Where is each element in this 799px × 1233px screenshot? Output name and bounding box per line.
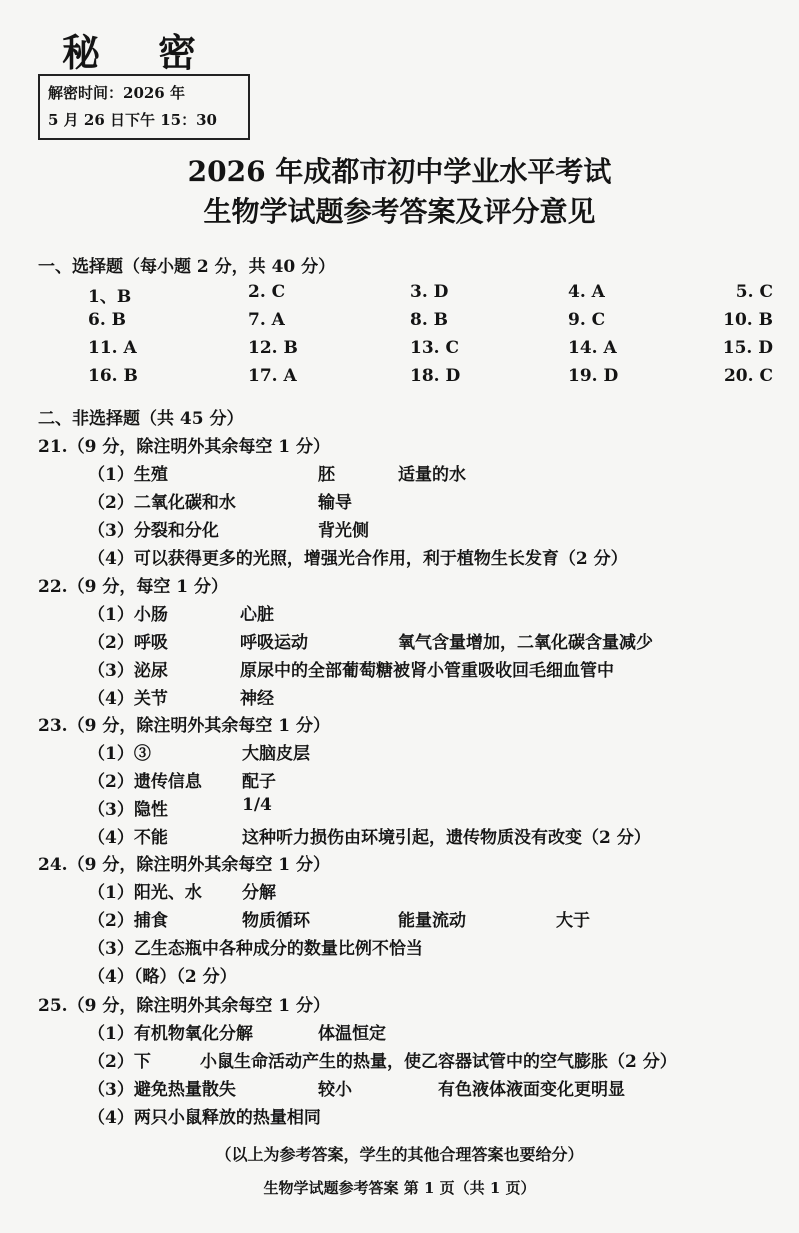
mc-answer: 11. A	[88, 338, 137, 358]
part2-heading: 二、非选择题（共 45 分）	[38, 409, 244, 429]
mc-answer: 8. B	[410, 310, 449, 330]
question-22-heading: 22.（9 分，每空 1 分）	[38, 577, 228, 597]
answer-q25-line2-part2: 小鼠生命活动产生的热量，使乙容器试管中的空气膨胀（2 分）	[200, 1052, 677, 1072]
answer-q23-line3-part2: 1/4	[242, 795, 272, 815]
question-25-heading: 25.（9 分，除注明外其余每空 1 分）	[38, 996, 330, 1016]
mc-answer: 19. D	[568, 366, 619, 386]
mc-answer: 18. D	[410, 366, 461, 386]
stamp-line-1: 解密时间：2026 年	[48, 84, 185, 102]
answer-q22-line2-part3: 氧气含量增加，二氧化碳含量减少	[398, 633, 653, 653]
answer-q23-line1-part1: （1）③	[88, 744, 151, 764]
declassify-time-box	[38, 74, 250, 140]
answer-q24-line2-part3: 能量流动	[398, 911, 466, 931]
answer-q25-line2-part1: （2）下	[88, 1052, 151, 1072]
mc-answer: 14. A	[568, 338, 617, 358]
answer-q23-line1-part2: 大脑皮层	[242, 744, 310, 764]
answer-q22-line2-part2: 呼吸运动	[240, 633, 308, 653]
mc-answer: 12. B	[248, 338, 298, 358]
stamp-line-2: 5 月 26 日下午 15：30	[48, 111, 217, 129]
mc-answer: 1、B	[88, 287, 132, 307]
answer-q23-line2-part2: 配子	[242, 772, 276, 792]
answer-q25-line3-part2: 较小	[318, 1080, 352, 1100]
mc-answer: 10. B	[723, 310, 773, 330]
mc-answer: 7. A	[248, 310, 285, 330]
answer-q24-line2-part1: （2）捕食	[88, 911, 168, 931]
answer-q25-line4-part1: （4）两只小鼠释放的热量相同	[88, 1108, 321, 1128]
answer-q24-line3-part1: （3）乙生态瓶中各种成分的数量比例不恰当	[88, 939, 423, 959]
exam-title: 2026 年成都市初中学业水平考试	[187, 155, 612, 188]
question-24-heading: 24.（9 分，除注明外其余每空 1 分）	[38, 855, 330, 875]
mc-answer: 13. C	[410, 338, 460, 358]
answer-key-title: 生物学试题参考答案及评分意见	[203, 195, 596, 228]
mc-answer: 6. B	[88, 310, 127, 330]
answer-q23-line3-part1: （3）隐性	[88, 800, 168, 820]
answer-q21-line3-part2: 背光侧	[318, 521, 369, 541]
mc-answer: 15. D	[722, 338, 773, 358]
question-21-heading: 21.（9 分，除注明外其余每空 1 分）	[38, 437, 330, 457]
mc-answer: 9. C	[568, 310, 606, 330]
answer-q22-line3-part2: 原尿中的全部葡萄糖被肾小管重吸收回毛细血管中	[240, 661, 614, 681]
part1-heading: 一、选择题（每小题 2 分，共 40 分）	[38, 257, 336, 277]
secret-mark	[62, 22, 196, 77]
question-23-heading: 23.（9 分，除注明外其余每空 1 分）	[38, 716, 330, 736]
answer-q25-line1-part1: （1）有机物氧化分解	[88, 1024, 253, 1044]
answer-q23-line4-part1: （4）不能	[88, 828, 168, 848]
footer-note: （以上为参考答案，学生的其他合理答案也要给分）	[215, 1145, 584, 1164]
answer-q22-line1-part1: （1）小肠	[88, 605, 168, 625]
answer-q21-line1-part1: （1）生殖	[88, 465, 168, 485]
answer-q21-line1-part2: 胚	[318, 465, 335, 485]
answer-q22-line2-part1: （2）呼吸	[88, 633, 168, 653]
secret-right-char: 密	[158, 30, 197, 75]
page-footer: 生物学试题参考答案 第 1 页（共 1 页）	[263, 1179, 536, 1197]
answer-q23-line2-part1: （2）遗传信息	[88, 772, 202, 792]
answer-q21-line3-part1: （3）分裂和分化	[88, 521, 219, 541]
answer-q21-line1-part3: 适量的水	[398, 465, 466, 485]
answer-q24-line4-part1: （4）（略）（2 分）	[88, 967, 237, 987]
answer-q23-line4-part2: 这种听力损伤由环境引起，遗传物质没有改变（2 分）	[242, 828, 651, 848]
mc-answer: 4. A	[568, 282, 605, 302]
mc-answer: 2. C	[248, 282, 286, 302]
mc-answer: 5. C	[735, 282, 773, 302]
answer-q25-line1-part2: 体温恒定	[318, 1024, 386, 1044]
mc-answer: 17. A	[248, 366, 297, 386]
answer-q21-line4-part1: （4）可以获得更多的光照，增强光合作用，利于植物生长发育（2 分）	[88, 549, 628, 569]
mc-answer: 3. D	[410, 282, 449, 302]
secret-left-char: 秘	[62, 30, 101, 75]
answer-q24-line1-part1: （1）阳光、水	[88, 883, 202, 903]
answer-q24-line2-part2: 物质循环	[242, 911, 310, 931]
answer-q21-line2-part1: （2）二氧化碳和水	[88, 493, 236, 513]
answer-q22-line3-part1: （3）泌尿	[88, 661, 168, 681]
answer-q22-line4-part1: （4）关节	[88, 689, 168, 709]
answer-q25-line3-part3: 有色液体液面变化更明显	[438, 1080, 625, 1100]
mc-answer: 16. B	[88, 366, 138, 386]
answer-q22-line4-part2: 神经	[240, 689, 274, 709]
answer-q21-line2-part2: 输导	[318, 493, 352, 513]
answer-q24-line1-part2: 分解	[242, 883, 276, 903]
answer-q24-line2-part4: 大于	[556, 911, 590, 931]
mc-answer: 20. C	[723, 366, 773, 386]
answer-q22-line1-part2: 心脏	[240, 605, 274, 625]
answer-q25-line3-part1: （3）避免热量散失	[88, 1080, 236, 1100]
